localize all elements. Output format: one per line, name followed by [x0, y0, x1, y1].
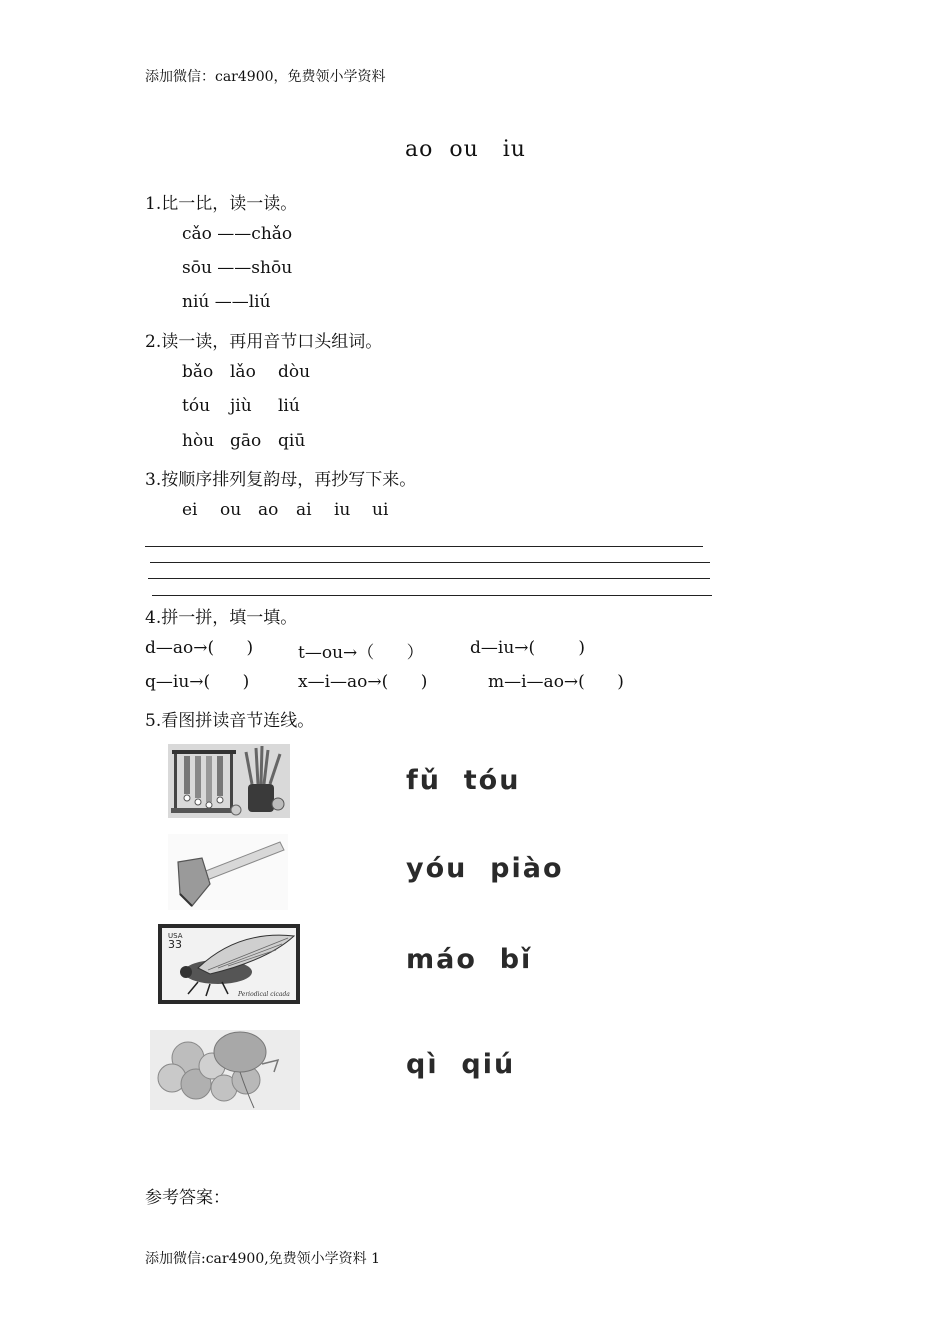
final: ai [296, 500, 312, 520]
q2-heading: 2.读一读，再用音节口头组词。 [145, 332, 383, 352]
stamp-country: USA [168, 932, 183, 940]
q4-item-2: t—ou→（ ） [298, 643, 424, 663]
final: ui [372, 500, 389, 520]
syllable: qiū [278, 431, 306, 451]
final: ou [220, 500, 242, 520]
q1-pair-1: cǎo ——chǎo [182, 224, 293, 244]
q4-item-1: d—ao→( ) [145, 638, 254, 658]
q4-item-6: m—i—ao→( ) [488, 672, 624, 692]
axe-image[interactable] [168, 834, 288, 910]
q2-row-3 [182, 431, 305, 451]
q4-heading: 4.拼一拼，填一填。 [145, 608, 298, 628]
q2-row-1 [182, 362, 310, 382]
final: ao [258, 500, 279, 520]
syllable-maobi[interactable]: máo bǐ [406, 944, 533, 975]
syllable: lǎo [230, 362, 256, 382]
writing-line-3[interactable] [148, 578, 710, 579]
q4-item-3: d—iu→( ) [470, 638, 586, 658]
balloons-image[interactable] [150, 1030, 300, 1110]
stamp-value: 33 [168, 938, 182, 951]
q1-pair-3: niú ——liú [182, 292, 271, 312]
writing-line-4[interactable] [152, 595, 712, 596]
q3-heading: 3.按顺序排列复韵母，再抄写下来。 [145, 470, 417, 490]
syllable-youpiao[interactable]: yóu piào [406, 853, 564, 884]
q4-item-4: q—iu→( ) [145, 672, 250, 692]
syllable: bǎo [182, 362, 214, 382]
syllable: tóu [182, 396, 211, 416]
syllable-futou[interactable]: fǔ tóu [406, 765, 521, 796]
q1-pair-2: sōu ——shōu [182, 258, 293, 278]
q1-heading: 1.比一比，读一读。 [145, 194, 298, 214]
syllable: jiù [230, 396, 252, 416]
q2-row-2 [182, 396, 300, 416]
q5-heading: 5.看图拼读音节连线。 [145, 711, 315, 731]
answers-heading: 参考答案： [145, 1188, 230, 1208]
writing-line-1[interactable] [145, 546, 703, 547]
q4-item-5: x—i—ao→( ) [298, 672, 428, 692]
stamp-caption: Periodical cicada [238, 991, 290, 998]
syllable-qiqiu[interactable]: qì qiú [406, 1049, 516, 1080]
page-footer: 添加微信:car4900,免费领小学资料 1 [145, 1251, 381, 1267]
wind-chime-image[interactable] [168, 744, 290, 818]
writing-line-2[interactable] [150, 562, 710, 563]
page-header: 添加微信：car4900，免费领小学资料 [145, 69, 386, 85]
final: ei [182, 500, 198, 520]
syllable: hòu [182, 431, 215, 451]
syllable: liú [278, 396, 300, 416]
cicada-stamp-image[interactable] [158, 924, 300, 1004]
syllable: dòu [278, 362, 311, 382]
final: iu [334, 500, 351, 520]
page-title: ao ou iu [405, 137, 526, 162]
syllable: gāo [230, 431, 262, 451]
q3-finals [182, 500, 388, 520]
